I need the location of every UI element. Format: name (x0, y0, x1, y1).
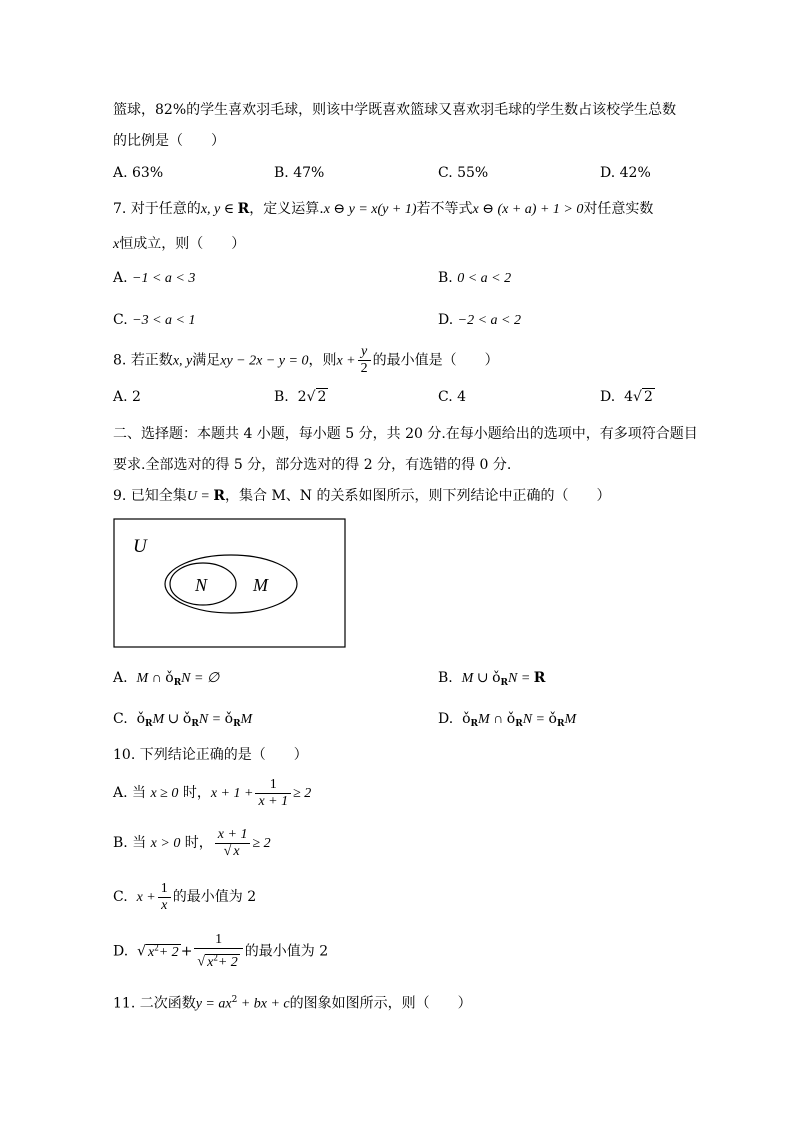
q11-text-2: 的图象如图所示，则（ ） (289, 995, 472, 1012)
q9-option-d-part6: N = (522, 712, 549, 727)
q10-option-c-fraction (158, 881, 171, 914)
q7-option-b-letter: B. (438, 270, 453, 286)
q10-number: 10. (113, 747, 136, 763)
q10-option-b-letter: B. (113, 835, 128, 851)
q7-math-3: x ⊖ (x + a) + 1 > 0 (472, 202, 584, 217)
q10-option-a-text-2: 时， (182, 785, 211, 801)
q11-text-1: 二次函数 (139, 995, 196, 1012)
q10-option-d-text: 的最小值为 2 (244, 943, 329, 960)
q9-math-1: U = (186, 489, 214, 504)
q7-option-a[interactable] (113, 268, 195, 289)
q10-option-b-fraction (215, 827, 251, 860)
q7-text-4: 对任意实数 (583, 201, 654, 217)
q9-stem (113, 486, 611, 507)
sqrt-icon: √ (223, 843, 232, 859)
q8-text-3: ，则 (308, 352, 337, 369)
q8-text-4: 的最小值是（ ） (372, 352, 499, 369)
q8-option-a[interactable] (113, 387, 141, 407)
q8-fraction-num: y (358, 344, 371, 361)
q7-text-2: ，定义运算. (249, 201, 324, 217)
q10-option-a-math-1: x ≥ 0 (150, 786, 179, 801)
q7-option-c-expr: −3 < a < 1 (132, 313, 196, 328)
q9-option-a-letter: A. (113, 670, 128, 686)
q9-text-2: ，集合 M、N 的关系如图所示，则下列结论中正确的（ ） (225, 488, 611, 504)
q7-text-1: 对于任意的 (130, 201, 201, 217)
q9-option-a-part1: M ∩ (136, 671, 166, 686)
q6-option-c[interactable]: C. 55% (438, 165, 489, 181)
q9-option-c[interactable] (113, 709, 252, 734)
q8-math-3: x + (336, 353, 356, 369)
sqrt-icon: √ (633, 389, 642, 405)
q10-option-b-text-2: 时， (184, 835, 213, 851)
q9-option-c-letter: C. (113, 711, 128, 727)
q7-math-1: x, y ∈ (200, 202, 238, 217)
q7-stem-line1 (113, 199, 653, 220)
q7-text-3: 若不等式 (416, 201, 473, 217)
q7-number: 7. (113, 201, 127, 217)
q8-option-d[interactable] (600, 387, 655, 407)
q8-fraction (358, 344, 371, 377)
q9-option-d[interactable] (438, 709, 576, 734)
q9-option-d-part9: M (564, 712, 577, 727)
q9-option-d-letter: D. (438, 711, 454, 727)
q9-option-c-part9: M (240, 712, 253, 727)
q9-option-b[interactable] (438, 668, 545, 693)
q6-option-b[interactable]: B. 47% (274, 165, 325, 181)
sqrt-icon: √ (306, 389, 316, 405)
q7-option-c[interactable] (113, 310, 195, 331)
q10-option-a-text-1: 当 (132, 785, 147, 801)
q10-option-b-text-1: 当 (132, 835, 147, 851)
q8-option-d-coef: 4 (624, 389, 634, 405)
venn-universal-box (114, 519, 345, 647)
q8-option-d-radicand: 2 (643, 389, 653, 405)
q10-stem (113, 745, 308, 765)
q11-stem: 11. 二次函数$y = ax^2$ + bx + c的图象如图所示，则（ ） (113, 995, 472, 1012)
q8-option-c-letter: C. (438, 389, 453, 405)
q7-option-d-expr: −2 < a < 2 (457, 313, 521, 328)
q6-option-d[interactable]: D. 42% (600, 165, 651, 181)
q10-option-a-letter: A. (113, 785, 128, 801)
q9-option-d-part2: R (470, 719, 479, 729)
sqrt-icon: √ (137, 943, 147, 960)
q7-option-d-letter: D. (438, 312, 454, 328)
q9-option-d-part1: ǒ (462, 711, 471, 727)
q10-option-d-letter: D. (113, 943, 129, 960)
q11-number: 11. (113, 995, 136, 1012)
q9-option-c-part6: N = (198, 712, 225, 727)
q10-option-a[interactable] (113, 776, 311, 811)
q7-option-b[interactable] (438, 268, 511, 289)
q9-option-a-part3: R (173, 678, 182, 688)
q7-var-x: x (113, 237, 120, 252)
q7-option-a-letter: A. (113, 270, 128, 286)
q9-option-d-part8: R (556, 719, 565, 729)
q8-option-b-letter: B. (274, 389, 289, 405)
q8-stem (113, 344, 499, 377)
q8-option-d-letter: D. (600, 389, 616, 405)
q9-option-a-part2: ǒ (165, 670, 174, 686)
q10-option-b-den: x (233, 843, 240, 859)
q10-option-d-den-rad: x (207, 954, 214, 970)
q9-option-c-part7: ǒ (224, 711, 234, 727)
sqrt-icon: √ (197, 954, 206, 970)
venn-label-u: U (133, 536, 147, 557)
q10-option-c[interactable] (113, 880, 256, 915)
q10-option-d-rad: x (148, 944, 155, 960)
q9-option-b-part4: N = (507, 671, 534, 686)
q9-option-c-part2: R (145, 719, 153, 729)
q10-option-a-math-3: ≥ 2 (293, 786, 312, 801)
q9-option-c-part4: ǒ (182, 711, 192, 727)
q9-option-a-part4: N = ∅ (181, 671, 220, 686)
q9-option-b-part2: ǒ (492, 670, 501, 686)
q6-stem-line1: 篮球，82%的学生喜欢羽毛球，则该中学既喜欢篮球又喜欢羽毛球的学生数占该校学生总数 (113, 102, 677, 118)
q8-option-c-expr: 4 (457, 389, 467, 405)
q8-option-c[interactable] (438, 387, 466, 407)
q10-option-d[interactable]: D. √ $x^2+ 2$ + $\frac{1}{√ x^2+ 2}$ 的最小值为 2 (113, 932, 329, 970)
q7-option-b-expr: 0 < a < 2 (457, 271, 512, 286)
q11-math-1: y = ax (195, 996, 232, 1012)
q8-math-1: x, y (172, 353, 193, 369)
venn-set-m (165, 555, 297, 613)
q11-math-2: + bx + c (237, 996, 290, 1012)
q10-option-b-math-1: x > 0 (150, 836, 181, 851)
q9-option-b-part3: R (500, 678, 508, 688)
q8-option-a-expr: 2 (132, 389, 141, 405)
venn-label-n: N (195, 575, 208, 595)
q10-option-c-letter: C. (113, 889, 128, 905)
q10-option-c-math-1: x + (136, 890, 156, 905)
q10-option-a-den: x + 1 (258, 793, 289, 809)
q8-number: 8. (113, 352, 127, 369)
q10-option-c-text: 的最小值为 2 (172, 889, 257, 905)
q10-option-c-num: 1 (158, 881, 171, 898)
q7-text-5: 恒成立，则（ ） (119, 236, 246, 252)
q8-option-b-radicand: 2 (317, 389, 327, 405)
q9-option-d-part3: M ∩ (478, 712, 507, 727)
q6-stem-line2: 的比例是（ ） (113, 133, 225, 149)
q10-option-d-rad2: + 2 (158, 944, 179, 960)
q10-option-a-num: 1 (255, 777, 291, 794)
q10-option-d-den-rad2: + 2 (217, 954, 238, 970)
q9-option-b-letter: B. (438, 670, 453, 686)
q9-option-b-part5: R (533, 670, 546, 686)
q6-option-a[interactable]: A. 63% (113, 165, 164, 181)
section2-line1: 二、选择题：本题共 4 小题，每小题 5 分，共 20 分.在每小题给出的选项中，有多项符合题目 (113, 426, 698, 442)
q10-option-d-fraction: $\frac{1}{√ x^2+ 2}$ (194, 932, 242, 971)
q10-option-a-math-2: x + 1 + (210, 786, 254, 801)
q8-math-2: xy − 2x − y = 0 (220, 353, 309, 369)
q8-text-2: 满足 (192, 352, 221, 369)
q10-option-d-num: 1 (194, 932, 242, 949)
q7-option-c-letter: C. (113, 312, 128, 328)
q9-option-c-part1: ǒ (136, 711, 146, 727)
q9-option-d-part4: ǒ (506, 711, 516, 727)
q9-option-c-part3: M ∪ (152, 712, 183, 727)
q8-text-1: 若正数 (130, 352, 173, 369)
q9-number: 9. (113, 488, 127, 504)
q8-option-b-coef: 2 (297, 389, 307, 405)
q9-option-c-part8: R (233, 719, 241, 729)
q8-option-b[interactable] (274, 387, 328, 407)
q7-option-d[interactable] (438, 310, 521, 331)
q10-option-b-num: x + 1 (215, 827, 251, 844)
q7-real-set: R (237, 201, 250, 217)
q9-option-d-part5: R (515, 719, 523, 729)
q7-option-a-expr: −1 < a < 3 (132, 271, 196, 286)
q9-real-set: R (213, 488, 226, 504)
q10-stem-text: 下列结论正确的是（ ） (139, 747, 308, 763)
venn-diagram (113, 518, 347, 648)
q10-option-c-den: x (161, 897, 168, 913)
q10-option-a-fraction (255, 777, 291, 810)
q9-option-d-part7: ǒ (548, 711, 557, 727)
section2-line2: 要求.全部选对的得 5 分，部分选对的得 2 分，有选错的得 0 分. (113, 457, 512, 473)
q10-option-b-math-3: ≥ 2 (252, 836, 271, 851)
q8-fraction-den: 2 (360, 361, 368, 376)
q9-option-c-part5: R (191, 719, 199, 729)
venn-label-m: M (253, 575, 268, 595)
q7-stem-line2 (113, 234, 245, 255)
q9-text-1: 已知全集 (130, 488, 187, 504)
q8-option-a-letter: A. (113, 389, 128, 405)
q10-option-d-plus: + (180, 943, 193, 960)
q7-math-2: x ⊖ y = x(y + 1) (323, 202, 417, 217)
q10-option-b[interactable] (113, 826, 271, 861)
q9-option-a[interactable] (113, 668, 219, 693)
q9-option-b-part1: M ∪ (461, 671, 493, 686)
